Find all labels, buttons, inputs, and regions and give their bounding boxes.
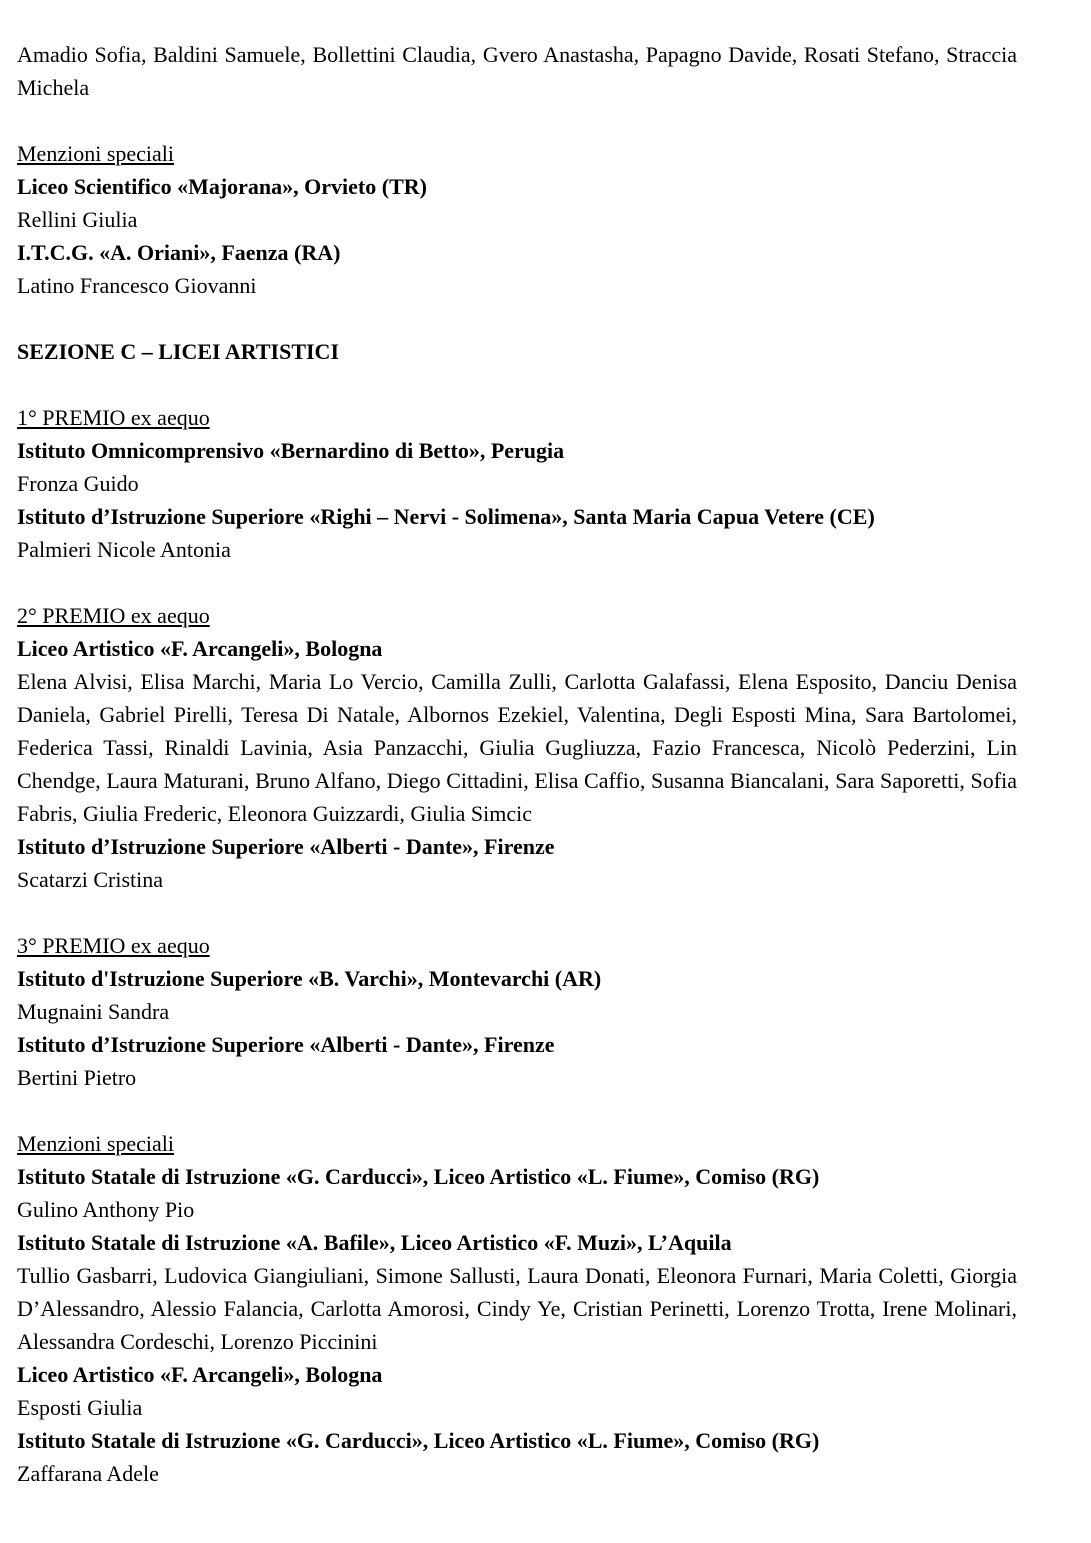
school-arcangeli-bologna-2: Liceo Artistico «F. Arcangeli», Bologna [17,1362,383,1387]
winners-paragraph-bafile: Tullio Gasbarri, Ludovica Giangiuliani, Simone Sallusti, Laura Donati, Eleonora Furnari, Maria Coletti, Giorgia D’Alessandro, Alessio Falancia, Carlotta Amorosi, Cindy Ye, Cristian Perinetti, Lorenzo Trotta, Irene Molinari, Alessandra Cordeschi, Lorenzo Piccinini [17,1263,1017,1354]
winner-rellini-giulia: Rellini Giulia [17,207,138,232]
school-varchi-montevarchi: Istituto d'Istruzione Superiore «B. Varchi», Montevarchi (AR) [17,966,602,991]
heading-menzioni-speciali-2: Menzioni speciali [17,1131,175,1156]
heading-2-premio-ex-aequo: 2° PREMIO ex aequo [17,603,210,628]
winner-zaffarana-adele: Zaffarana Adele [17,1461,159,1486]
school-arcangeli-bologna-1: Liceo Artistico «F. Arcangeli», Bologna [17,636,383,661]
winners-paragraph-arcangeli: Elena Alvisi, Elisa Marchi, Maria Lo Vercio, Camilla Zulli, Carlotta Galafassi, Elena Esposito, Danciu Denisa Daniela, Gabriel Pirelli, Teresa Di Natale, Albornos Ezekiel, Valentina, Degli Esposti Mina, Sara Bartolomei, Federica Tassi, Rinaldi Lavinia, Asia Panzacchi, Giulia Gugliuzza, Fazio Francesca, Nicolò Pederzini, Lin Chendge, Laura Maturani, Bruno Alfano, Diego Cittadini, Elisa Caffio, Susanna Biancalani, Sara Saporetti, Sofia Fabris, Giulia Frederic, Eleonora Guizzardi, Giulia Simcic [17,669,1017,826]
blank-line [17,104,1017,137]
blank-line [17,302,1017,335]
heading-1-premio-ex-aequo: 1° PREMIO ex aequo [17,405,210,430]
winner-latino-francesco-giovanni: Latino Francesco Giovanni [17,273,257,298]
school-alberti-dante-firenze-1: Istituto d’Istruzione Superiore «Alberti - Dante», Firenze [17,834,555,859]
blank-line [17,566,1017,599]
blank-line [17,896,1017,929]
school-itcg-oriani-faenza: I.T.C.G. «A. Oriani», Faenza (RA) [17,240,341,265]
winner-palmieri-nicole-antonia: Palmieri Nicole Antonia [17,537,231,562]
school-carducci-fiume-comiso-2: Istituto Statale di Istruzione «G. Carducci», Liceo Artistico «L. Fiume», Comiso (RG) [17,1428,820,1453]
school-righi-nervi-solimena: Istituto d’Istruzione Superiore «Righi – Nervi - Solimena», Santa Maria Capua Vetere (CE) [17,504,875,529]
winner-gulino-anthony-pio: Gulino Anthony Pio [17,1197,195,1222]
blank-line [17,1094,1017,1127]
winner-esposti-giulia: Esposti Giulia [17,1395,143,1420]
winners-paragraph-top: Amadio Sofia, Baldini Samuele, Bollettini Claudia, Gvero Anastasha, Papagno Davide, Rosati Stefano, Straccia Michela [17,42,1017,100]
school-alberti-dante-firenze-2: Istituto d’Istruzione Superiore «Alberti - Dante», Firenze [17,1032,555,1057]
school-bafile-muzi-laquila: Istituto Statale di Istruzione «A. Bafile», Liceo Artistico «F. Muzi», L’Aquila [17,1230,732,1255]
school-liceo-majorana-orvieto: Liceo Scientifico «Majorana», Orvieto (TR) [17,174,427,199]
school-bernardino-di-betto-perugia: Istituto Omnicomprensivo «Bernardino di Betto», Perugia [17,438,565,463]
winner-bertini-pietro: Bertini Pietro [17,1065,137,1090]
winner-fronza-guido: Fronza Guido [17,471,139,496]
section-title-sezione-c: SEZIONE C – LICEI ARTISTICI [17,339,340,364]
heading-menzioni-speciali-1: Menzioni speciali [17,141,175,166]
winner-scatarzi-cristina: Scatarzi Cristina [17,867,164,892]
school-carducci-fiume-comiso-1: Istituto Statale di Istruzione «G. Carducci», Liceo Artistico «L. Fiume», Comiso (RG) [17,1164,820,1189]
blank-line [17,368,1017,401]
winner-mugnaini-sandra: Mugnaini Sandra [17,999,170,1024]
document-content [17,38,1017,1490]
heading-3-premio-ex-aequo: 3° PREMIO ex aequo [17,933,210,958]
